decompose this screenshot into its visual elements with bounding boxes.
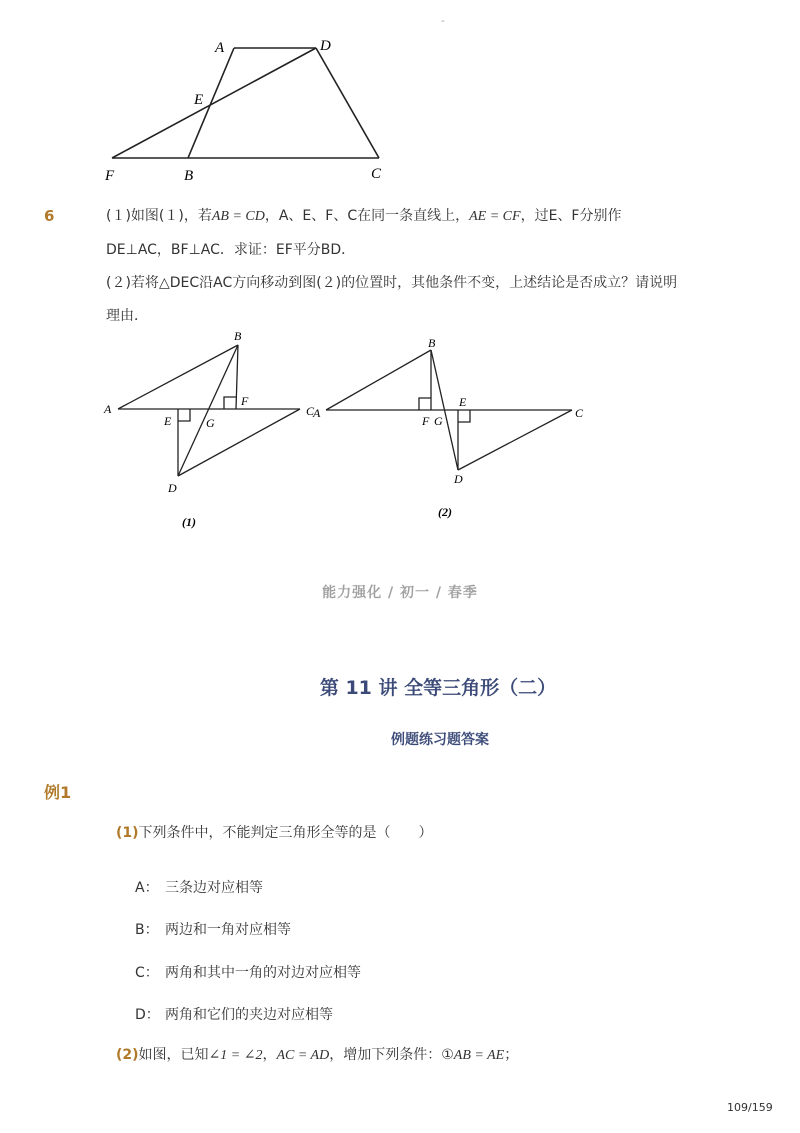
right-angle-E <box>458 410 470 422</box>
problem6-line2: DE⊥AC，BF⊥AC．求证：EF平分BD． <box>106 242 356 258</box>
right-angle-F <box>419 398 431 410</box>
q2-eq1: ∠1 = ∠2 <box>208 1048 263 1063</box>
q2-eq2: AC = AD <box>276 1048 330 1063</box>
segment-AB <box>326 350 431 410</box>
label-G: G <box>434 414 443 428</box>
top-mark: - <box>441 16 445 27</box>
option-b-key: B： <box>135 922 159 938</box>
segment-DC <box>458 410 572 470</box>
label-F: F <box>105 168 115 184</box>
page-number: 109/159 <box>727 1101 773 1114</box>
p1-eq2: AE = CF <box>469 209 521 224</box>
lecture-title: 第 11 讲 全等三角形（二） <box>319 677 557 699</box>
option-d-key: D： <box>135 1007 160 1023</box>
label-B: B <box>428 336 436 350</box>
p1-suffix: ，过E、F分别作 <box>520 208 622 224</box>
q1-number: (1) <box>116 825 139 841</box>
segment-BD <box>178 345 238 476</box>
p1-prefix: (１)如图(１)，若 <box>106 208 212 224</box>
label-B: B <box>234 329 242 343</box>
label-D: D <box>320 38 331 54</box>
problem6-line4: 理由． <box>106 308 148 324</box>
label-F: F <box>241 394 249 408</box>
question-1 <box>116 823 433 843</box>
q2-number: (2) <box>116 1047 139 1063</box>
label-C: C <box>575 406 584 420</box>
option-b <box>135 919 291 939</box>
q1-text: 下列条件中，不能判定三角形全等的是（ ） <box>138 825 433 841</box>
segment-FD <box>112 48 316 158</box>
q2-eq3: AB = AE <box>453 1048 505 1063</box>
p1-eq1: AB = CD <box>211 209 265 224</box>
label-A: A <box>313 406 321 420</box>
option-a-key: A： <box>135 880 159 896</box>
label-A: A <box>215 40 225 56</box>
option-c-text: 两角和其中一角的对边对应相等 <box>165 965 361 981</box>
question-2 <box>116 1045 518 1066</box>
p3-suffix: 沿AC方向移动到图(２)的位置时，其他条件不变，上述结论是否成立？请说明 <box>199 275 678 291</box>
q2-mid: ，增加下列条件：① <box>329 1047 454 1063</box>
segment-AB <box>118 345 238 409</box>
q2-end: ； <box>504 1047 519 1063</box>
p1-mid: ，A、E、F、C在同一条直线上， <box>264 208 470 224</box>
label-D: D <box>168 481 177 495</box>
page-header: 能力强化 / 初一 / 春季 <box>322 585 478 601</box>
example-label: 例1 <box>44 783 72 802</box>
label-C: C <box>371 166 382 182</box>
option-a-text: 三条边对应相等 <box>165 880 263 896</box>
figure-2 <box>310 335 600 525</box>
problem-number: 6 <box>44 207 55 225</box>
label-E: E <box>459 395 467 409</box>
right-angle-E <box>178 409 190 421</box>
figure-1 <box>100 328 330 538</box>
p3-tri: △DEC <box>158 275 200 291</box>
caption-2: (2) <box>438 505 452 519</box>
label-B: B <box>184 168 194 184</box>
section-subtitle: 例题练习题答案 <box>391 732 489 748</box>
option-c-key: C： <box>135 965 159 981</box>
p3-prefix: (２)若将 <box>106 275 159 291</box>
option-b-text: 两边和一角对应相等 <box>165 922 291 938</box>
q2-sep: ， <box>262 1047 277 1063</box>
label-E: E <box>194 92 204 108</box>
trapezoid-figure <box>100 30 400 190</box>
label-F: F <box>422 414 430 428</box>
label-D: D <box>454 472 463 486</box>
option-d <box>135 1004 333 1024</box>
label-E: E <box>164 414 172 428</box>
problem6-line3 <box>106 273 677 293</box>
segment-BF <box>236 345 238 409</box>
option-a <box>135 877 263 897</box>
q2-prefix: 如图，已知 <box>138 1047 209 1063</box>
segment-DC <box>316 48 379 158</box>
option-d-text: 两角和它们的夹边对应相等 <box>165 1007 333 1023</box>
label-C: C <box>306 404 315 418</box>
option-c <box>135 962 361 982</box>
right-angle-F <box>224 397 236 409</box>
label-G: G <box>206 416 215 430</box>
caption-1: (1) <box>182 515 196 529</box>
label-A: A <box>104 402 112 416</box>
segment-DC <box>178 409 300 476</box>
problem6-line1 <box>106 206 621 227</box>
